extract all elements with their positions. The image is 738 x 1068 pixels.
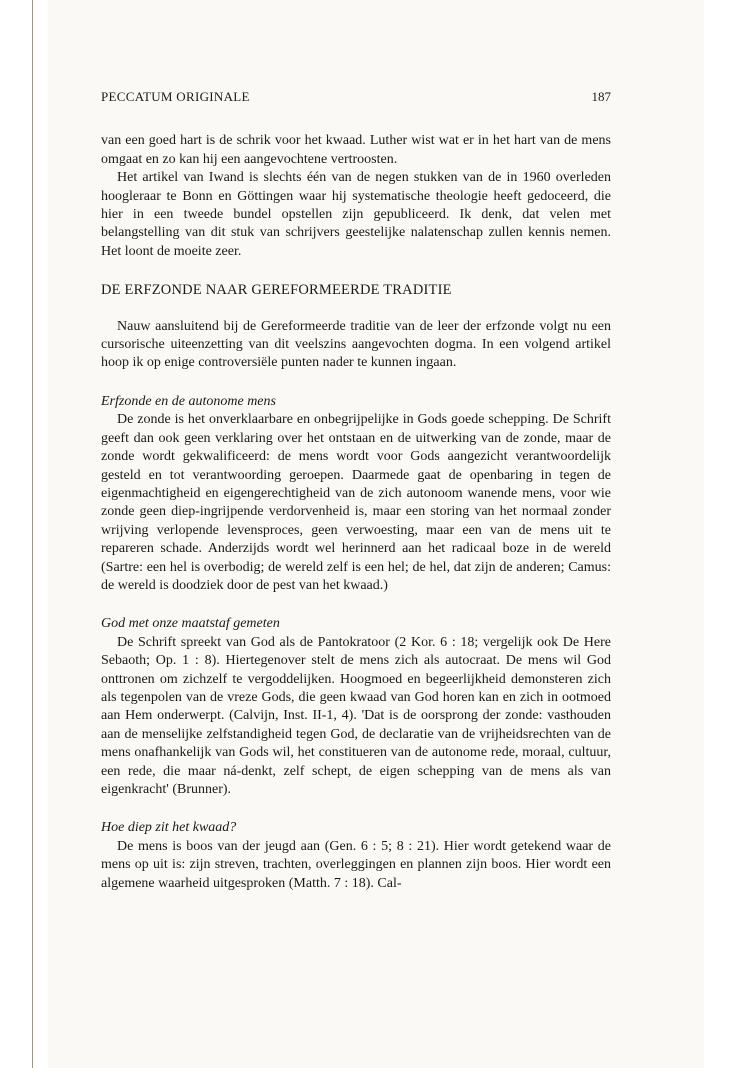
page-content xyxy=(101,88,611,893)
subheading-erfzonde: Erfzonde en de autonome mens xyxy=(101,393,276,409)
paragraph-4: De zonde is het onverklaarbare en onbegrijpelijke in Gods goede schepping. De Schrift geeft dan ook geen verklaring over het ontstaan en de uitwerking van de zonde, maar de zonde wordt gekwalificeerd: de mens wordt voor Gods aangezicht verantwoordelijk gesteld en tot verantwoording geroepen. Daarmede gaat de openbaring in tegen de eigenmachtigheid en eigengerechtigheid van de zich autonoom wanende mens, voor wie zonde geen diep-ingrijpende verdorvenheid is, maar een storing van het normaal zonder wrijving verlopende levensproces, geen verwoesting, maar een van de mens uit te repareren schade. Anderzijds wordt wel herinnerd aan het radicaal boze in de wereld (Sartre: een hel is overbodig; de wereld zelf is een hel; de hel, dat zijn de anderen; Camus: de wereld is doodziek door de pest van het kwaad.) xyxy=(101,412,611,593)
running-head xyxy=(101,88,611,106)
paragraph-3: Nauw aansluitend bij de Gereformeerde traditie van de leer der erfzonde volgt nu een cursorische uiteenzetting van dit veelszins aangevochten dogma. In een volgend artikel hoop ik op enige controversiële punten nader te kunnen ingaan. xyxy=(101,318,611,371)
running-title: PECCATUM ORIGINALE xyxy=(101,89,250,104)
section-heading: DE ERFZONDE NAAR GEREFORMEERDE TRADITIE xyxy=(101,282,452,299)
subheading-kwaad: Hoe diep zit het kwaad? xyxy=(101,820,237,836)
subheading-maatstaf: God met onze maatstaf gemeten xyxy=(101,616,280,632)
paragraph-2: Het artikel van Iwand is slechts één van de negen stukken van de in 1960 overleden hoogleraar te Bonn en Göttingen waar hij systematische theologie heeft gedoceerd, die hier in een tweede bundel opstellen zijn gepubliceerd. Ik denk, dat velen met belangstelling van dit stuk van schrijvers geestelijke nalatenschap zullen kennis nemen. Het loont de moeite zeer. xyxy=(101,170,611,259)
paragraph-6: De mens is boos van der jeugd aan (Gen. 6 : 5; 8 : 21). Hier wordt getekend waar de mens op uit is: zijn streven, trachten, overleggingen en plannen zijn boos. Hier wordt een algemene waarheid uitgesproken (Matth. 7 : 18). Cal- xyxy=(101,838,611,891)
paragraph-5: De Schrift spreekt van God als de Pantokratoor (2 Kor. 6 : 18; vergelijk ook De Here Sebaoth; Op. 1 : 8). Hiertegenover stelt de mens zich als autocraat. De mens wil God onttronen om zichzelf te vergoddelijken. Hoogmoed en begeerlijkheid demonsteren zich als tegenpolen van de vreze Gods, die geen kwaad van God horen kan en zich in ootmoed aan Hem onderwerpt. (Calvijn, Inst. II-1, 4). 'Dat is de oorsprong der zonde: vasthouden aan de menselijke zelfstandigheid tegen God, de declaratie van de vrijheidsrechten van de mens onafhankelijk van Gods wil, het constitueren van de autonome rede, moraal, cultuur, een rede, die maar ná-denkt, zelf schept, de eigen schepping van de mens als van eigenkracht' (Brunner). xyxy=(101,634,611,797)
paragraph-1: van een goed hart is de schrik voor het kwaad. Luther wist wat er in het hart van de mens omgaat en zo kan hij een aangevochtene vertroosten. xyxy=(101,133,611,167)
scan-edge-line xyxy=(32,0,33,1068)
page-number: 187 xyxy=(591,89,611,104)
